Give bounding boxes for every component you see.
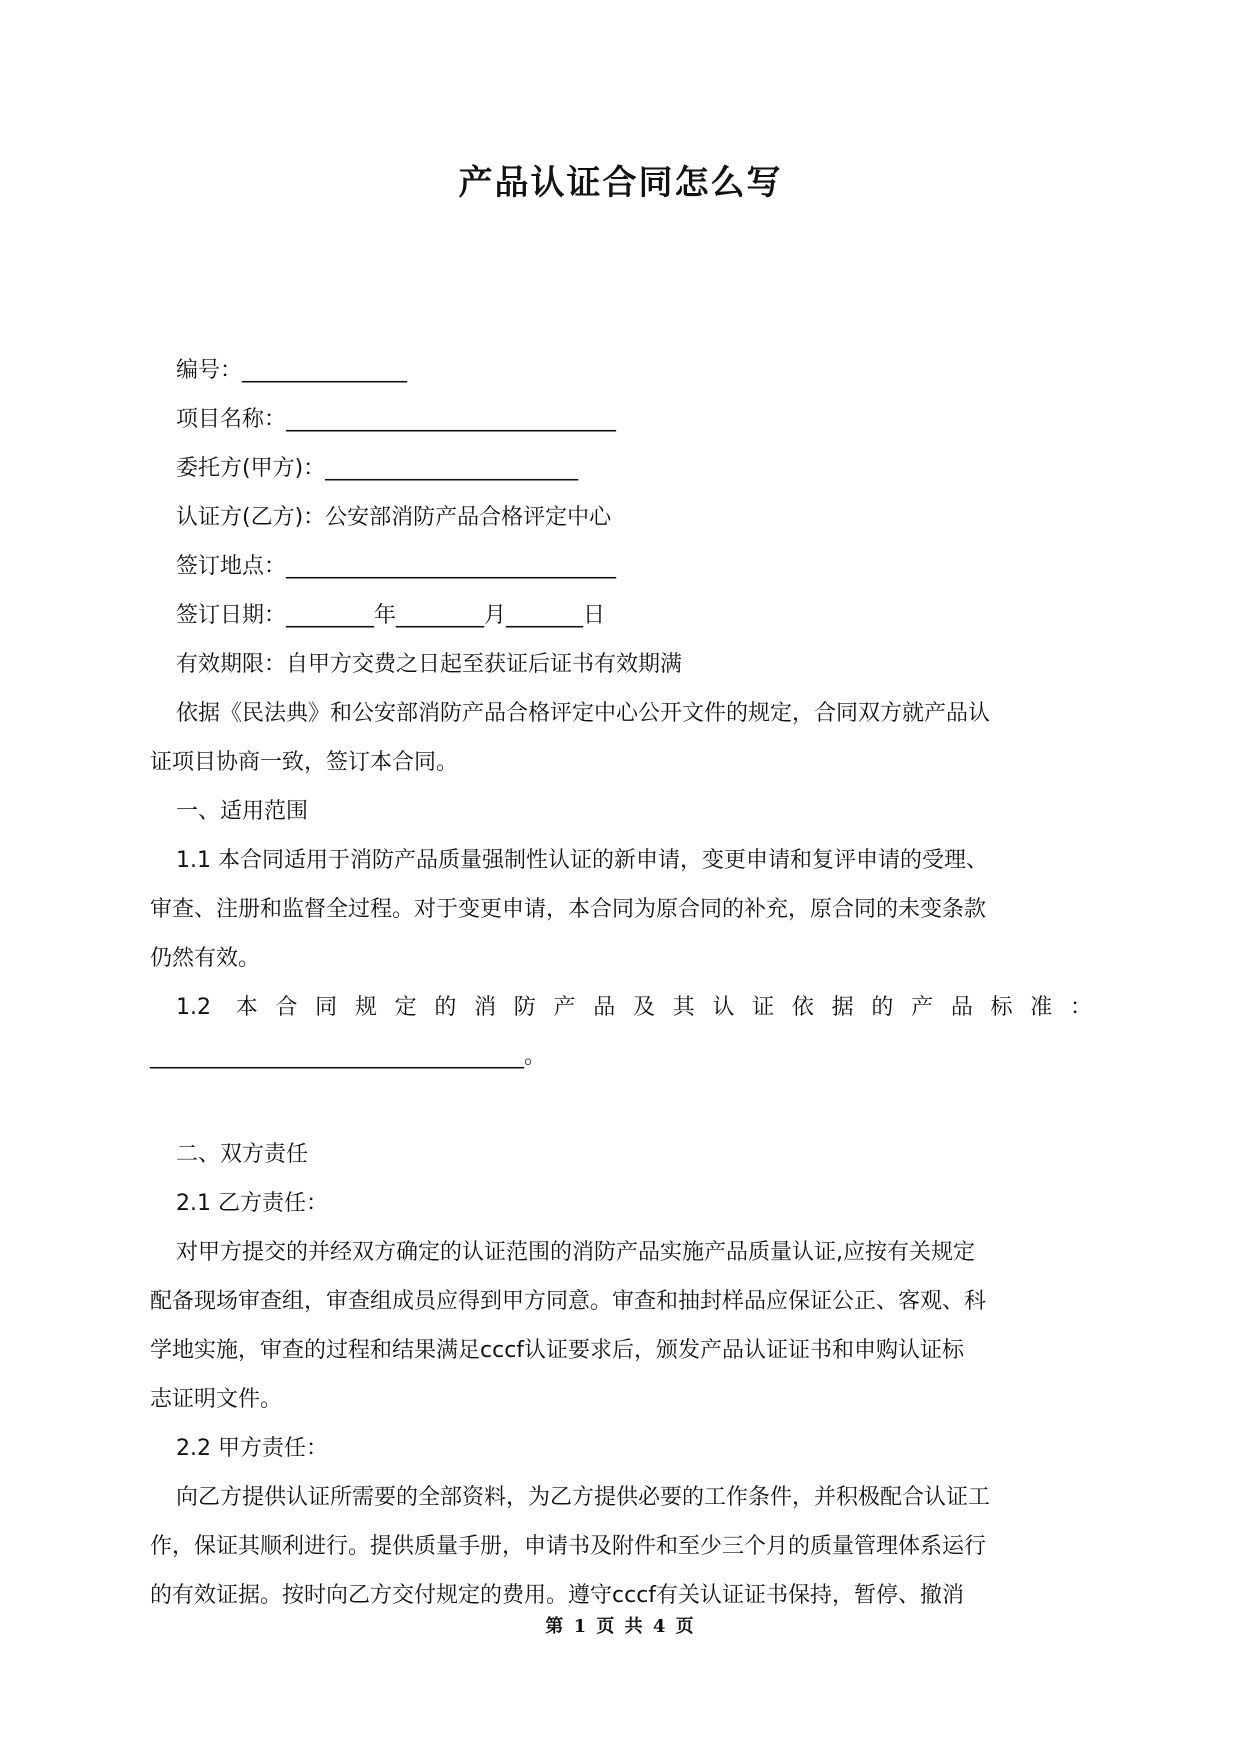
- paragraph-line: 证项目协商一致，签订本合同。: [150, 750, 459, 775]
- page-footer: 第 1 页 共 4 页: [545, 1616, 696, 1637]
- paragraph-line: 学地实施，审查的过程和结果满足cccf认证要求后，颁发产品认证证书和申购认证标: [150, 1338, 965, 1363]
- section-heading-2: 二、双方责任: [176, 1142, 309, 1167]
- paragraph-line: 依据《民法典》和公安部消防产品合格评定中心公开文件的规定，合同双方就产品认: [176, 701, 991, 726]
- paragraph-line: 向乙方提供认证所需要的全部资料，为乙方提供必要的工作条件，并积极配合认证工: [176, 1485, 991, 1510]
- paragraph-line: 1.1 本合同适用于消防产品质量强制性认证的新申请，变更申请和复评申请的受理、: [176, 848, 988, 873]
- field-signing-date: 签订日期：________年________月_______日: [176, 603, 606, 628]
- paragraph-line: 仍然有效。: [150, 946, 261, 971]
- field-signing-place: 签订地点：______________________________: [176, 554, 617, 579]
- field-validity: 有效期限：自甲方交费之日起至获证后证书有效期满: [176, 652, 683, 677]
- document-title: 产品认证合同怎么写: [458, 163, 783, 203]
- paragraph-line: 审查、注册和监督全过程。对于变更申请，本合同为原合同的补充，原合同的未变条款: [150, 897, 987, 922]
- subsection-heading: 2.1 乙方责任：: [176, 1191, 328, 1216]
- spacer: [150, 1081, 1092, 1130]
- paragraph-line: 配备现场审查组，审查组成员应得到甲方同意。审查和抽封样品应保证公正、客观、科: [150, 1289, 987, 1314]
- field-project-name: 项目名称：______________________________: [176, 407, 617, 432]
- section-heading-1: 一、适用范围: [176, 799, 309, 824]
- subsection-heading: 2.2 甲方责任：: [176, 1436, 328, 1461]
- field-client: 委托方(甲方)：_______________________: [176, 456, 579, 481]
- paragraph-line: 1.2 本合同规定的消防产品及其认证依据的产品标准：: [176, 995, 1092, 1020]
- document-body: [150, 346, 1092, 1620]
- field-certifier: 认证方(乙方)：公安部消防产品合格评定中心: [176, 505, 612, 530]
- paragraph-line: 作，保证其顺利进行。提供质量手册，申请书及附件和至少三个月的质量管理体系运行: [150, 1534, 987, 1559]
- paragraph-line: 志证明文件。: [150, 1387, 283, 1412]
- paragraph-line: __________________________________。: [150, 1044, 547, 1069]
- paragraph-line: 的有效证据。按时向乙方交付规定的费用。遵守cccf有关认证证书保持，暂停、撤消: [150, 1583, 965, 1608]
- paragraph-line: 对甲方提交的并经双方确定的认证范围的消防产品实施产品质量认证,应按有关规定: [176, 1240, 975, 1265]
- field-number: 编号：_______________: [176, 358, 408, 383]
